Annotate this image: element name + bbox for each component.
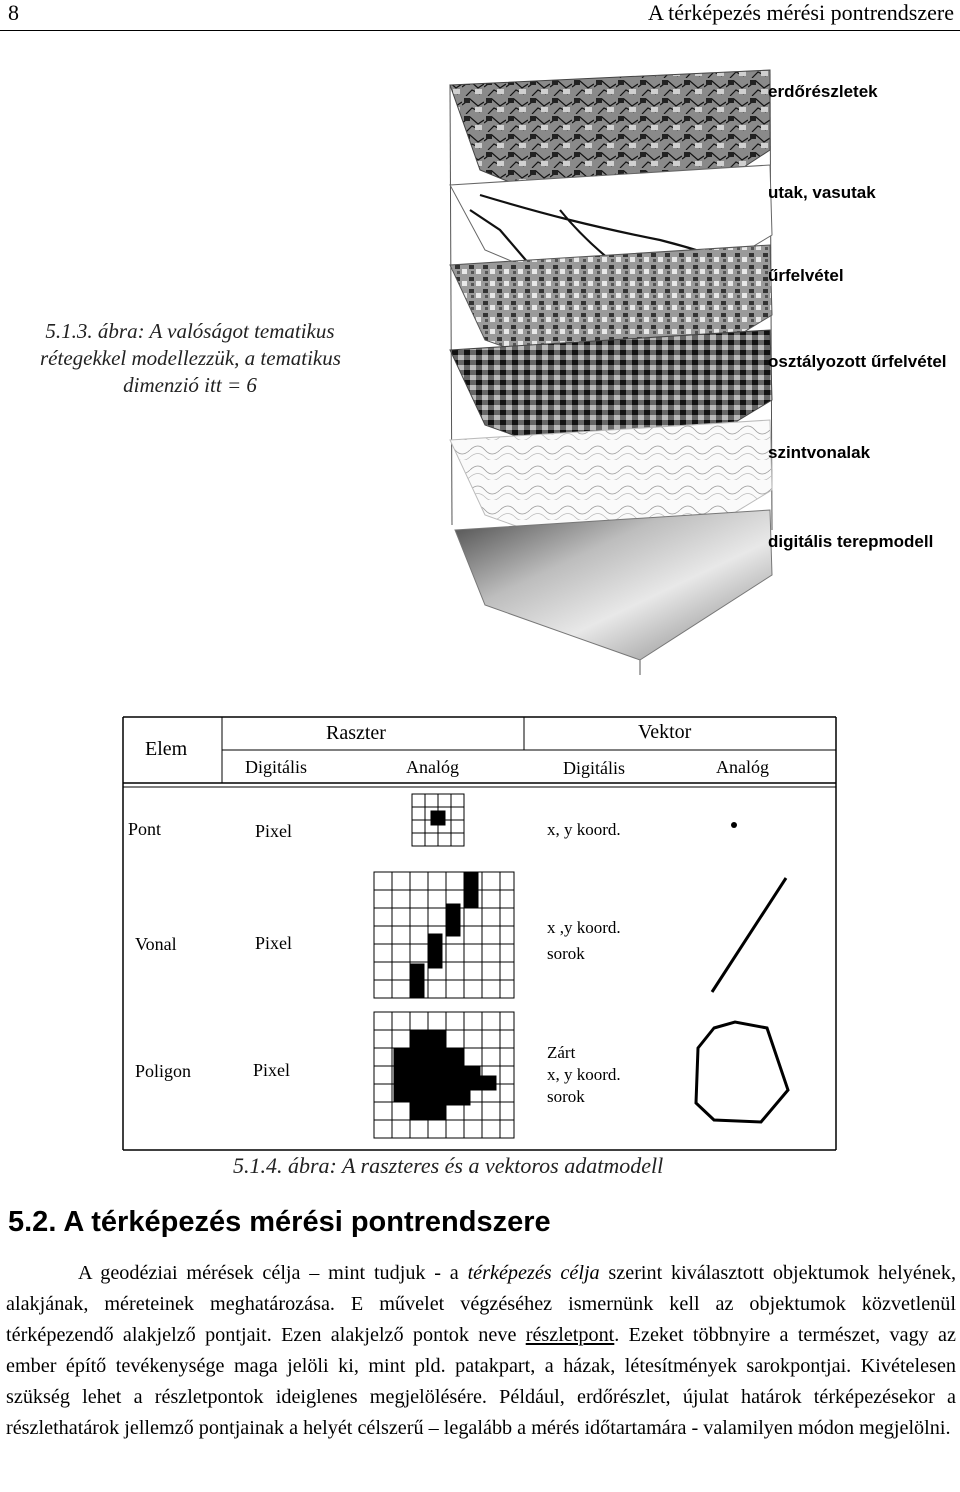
body-text-run: szerint kiválasztott objektumok helyének, alakjának, méreteinek meghatározása. E művelet végzéséhez ismernünk kell az objektumok közvetlenül térképezendő alakjelző pontjait. Ezen alakjelző pontok neve: [6, 1262, 956, 1346]
figure1-caption-line: 5.1.3. ábra: A valóságot tematikus: [45, 319, 335, 343]
body-text-run: A geodéziai mérések célja – mint tudjuk - a: [78, 1262, 468, 1284]
table-row-vector-digital: Zárt: [547, 1043, 576, 1062]
table-row-elem: Vonal: [135, 934, 177, 954]
header-rule: [0, 30, 960, 31]
layer-label-forest: erdőrészletek: [768, 82, 878, 101]
layer-label-classified: osztályozott űrfelvétel: [768, 352, 947, 371]
table-sub-raster-analog: Analóg: [406, 757, 459, 777]
table-row-vector-digital: x, y koord.: [547, 1065, 621, 1084]
body-text-underline: részletpont: [525, 1324, 615, 1346]
body-text-run: . Ezeket többnyire a természet, vagy az ember építő tevékenysége maga jelöli ki, mint pld. patakpart, a házak, létesítmények sarokpontjai. Kivételesen szükség lehet a részletpontok ideiglenes megjelölésére. Például, erdőrészlet, újulat határok térképezésekor a részlethatárok jellemző pontjainak a helyét célszerű – legalább a mérés időtartamára - valamilyen módon megjelölni.: [6, 1324, 956, 1439]
page-number: 8: [8, 0, 19, 25]
table-row-vector-digital: x ,y koord.: [547, 918, 621, 937]
table-sub-vector-digital: Digitális: [563, 758, 625, 778]
raster-point-grid: [412, 794, 464, 846]
layer-label-dem: digitális terepmodell: [768, 532, 934, 551]
figure2-caption: 5.1.4. ábra: A raszteres és a vektoros adatmodell: [233, 1153, 664, 1178]
layer-label-contours: szintvonalak: [768, 443, 871, 462]
table-row-vector-digital: sorok: [547, 1087, 585, 1106]
table-row-raster-digital: Pixel: [255, 933, 293, 953]
body-paragraph: [6, 1258, 956, 1444]
table-row-raster-digital: Pixel: [253, 1060, 291, 1080]
vector-point-dot: [731, 822, 737, 828]
raster-polygon-grid: [374, 1012, 514, 1138]
data-model-table-frame: [0, 700, 960, 1160]
section-body: [6, 1258, 956, 1444]
table-header-vector: Vektor: [638, 721, 692, 743]
running-title: A térképezés mérési pontrendszere: [647, 0, 954, 25]
raster-line-grid: [374, 872, 514, 998]
figure1-caption-line: dimenzió itt = 6: [123, 373, 257, 397]
vector-line: [712, 878, 786, 992]
table-sub-vector-analog: Analóg: [716, 757, 769, 777]
vector-polygon: [696, 1022, 788, 1122]
layer-label-satellite: űrfelvétel: [768, 266, 844, 285]
table-header-raster: Raszter: [326, 722, 386, 744]
section-heading: 5.2. A térképezés mérési pontrendszere: [8, 1206, 551, 1238]
table-row-vector-digital: x, y koord.: [547, 820, 621, 839]
layer-dem: [455, 510, 772, 660]
layer-label-roads: utak, vasutak: [768, 183, 876, 202]
table-row-raster-digital: Pixel: [255, 821, 293, 841]
figure1-caption-line: rétegekkel modellezzük, a tematikus: [40, 346, 341, 370]
body-text-italic: térképezés célja: [467, 1262, 600, 1284]
table-sub-raster-digital: Digitális: [245, 757, 307, 777]
table-header-elem: Elem: [145, 738, 188, 760]
figure1-caption: [40, 318, 340, 399]
table-row-elem: Pont: [128, 819, 162, 839]
table-row-vector-digital: sorok: [547, 944, 585, 963]
table-row-elem: Poligon: [135, 1061, 192, 1081]
